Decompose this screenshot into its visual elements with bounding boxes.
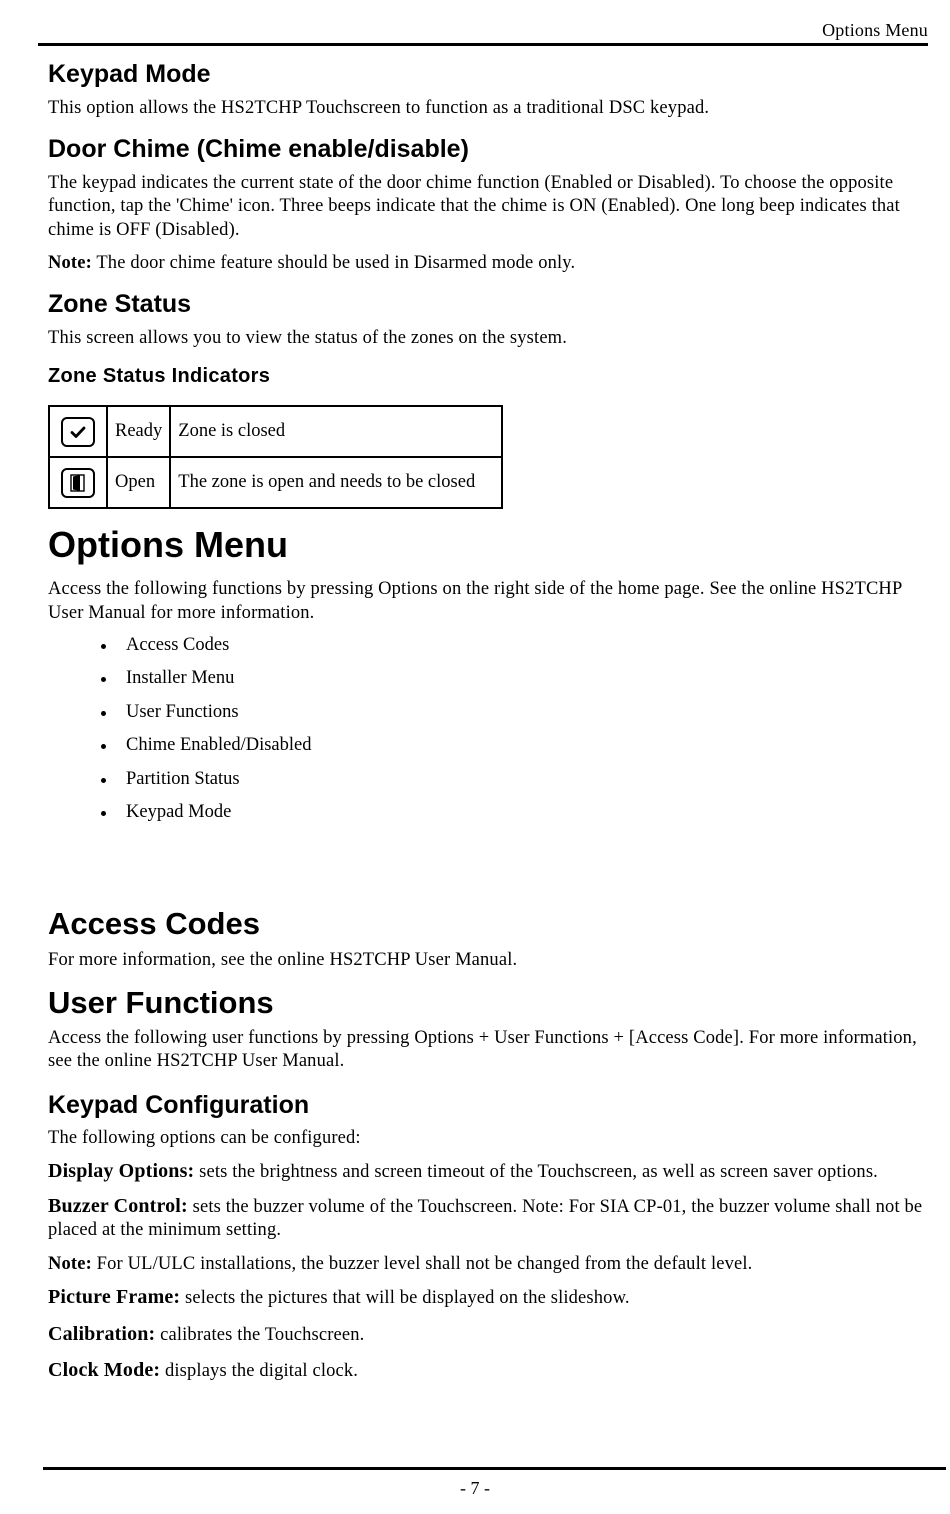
description-cell: Zone is closed (170, 406, 502, 457)
clock-mode-label: Clock Mode: (48, 1359, 161, 1382)
bullet-icon (101, 711, 106, 716)
ul-note-text (48, 1253, 938, 1277)
picture-frame-text (48, 1286, 938, 1311)
zone-status-heading: Zone Status (48, 289, 192, 318)
description-cell: The zone is open and needs to be closed (170, 457, 502, 508)
header-rule (38, 43, 928, 46)
buzzer-control-desc: sets the buzzer volume of the Touchscreen. Note: For SIA CP-01, the buzzer volume shall not be placed at the minimum setting. (48, 1196, 923, 1241)
status-cell: Ready (107, 406, 170, 457)
list-item-label: Partition Status (126, 768, 240, 789)
list-item (48, 801, 938, 834)
footer-rule (43, 1467, 946, 1470)
open-door-icon (61, 468, 95, 498)
page-number: - 7 - (460, 1478, 490, 1498)
display-options-desc: sets the brightness and screen timeout of the Touchscreen, as well as screen saver options. (194, 1162, 878, 1183)
buzzer-control-text (48, 1195, 938, 1243)
bullet-icon (101, 744, 106, 749)
clock-mode-desc: displays the digital clock. (160, 1361, 359, 1382)
picture-frame-label: Picture Frame: (48, 1286, 181, 1309)
list-item-label: Keypad Mode (126, 801, 232, 822)
list-item (48, 768, 938, 801)
buzzer-control-label: Buzzer Control: (48, 1194, 188, 1217)
keypad-mode-text: This option allows the HS2TCHP Touchscreen to function as a traditional DSC keypad. (48, 98, 710, 118)
door-chime-heading: Door Chime (Chime enable/disable) (48, 134, 469, 163)
list-item (48, 701, 938, 734)
ul-note-desc: For UL/ULC installations, the buzzer level shall not be changed from the default level. (91, 1253, 753, 1274)
zone-status-table (48, 405, 503, 509)
display-options-label: Display Options: (48, 1160, 195, 1183)
calibration-desc: calibrates the Touchscreen. (155, 1324, 365, 1345)
access-codes-heading: Access Codes (48, 906, 260, 942)
list-item-label: Access Codes (126, 635, 230, 655)
access-codes-text: For more information, see the online HS2TCHP User Manual. (48, 950, 518, 971)
checkmark-icon (61, 417, 95, 447)
table-row (49, 406, 502, 457)
note-text: The door chime feature should be used in Disarmed mode only. (91, 253, 576, 273)
bullet-icon (101, 677, 106, 682)
display-options-text (48, 1160, 938, 1185)
page-content (48, 58, 938, 1384)
bullet-icon (101, 644, 106, 649)
icon-cell (49, 406, 107, 457)
user-functions-heading: User Functions (48, 984, 274, 1020)
list-item (48, 734, 938, 767)
keypad-configuration-heading: Keypad Configuration (48, 1090, 310, 1119)
zone-status-text: This screen allows you to view the status of the zones on the system. (48, 327, 568, 348)
list-item (48, 634, 938, 667)
options-menu-heading: Options Menu (48, 524, 288, 565)
list-item (48, 667, 938, 700)
calibration-label: Calibration: (48, 1322, 156, 1345)
list-item-label: Chime Enabled/Disabled (126, 735, 312, 756)
clock-mode-text (48, 1359, 938, 1384)
keypad-mode-heading: Keypad Mode (48, 60, 211, 88)
door-chime-text: The keypad indicates the current state of the door chime function (Enabled or Disabled). To choose the opposite function, tap the 'Chime' icon. Three beeps indicate that the chime is ON (Enabled). One long beep indicates that chime is OFF (Disabled). (48, 172, 900, 240)
running-header: Options Menu (822, 20, 928, 40)
calibration-text (48, 1323, 938, 1348)
keypad-configuration-intro: The following options can be configured: (48, 1127, 361, 1148)
options-menu-text: Access the following functions by pressing Options on the right side of the home page. See the online HS2TCHP User Manual for more information. (48, 579, 902, 623)
bullet-icon (101, 811, 106, 816)
list-item-label: User Functions (126, 701, 239, 722)
note-label: Note: (48, 253, 92, 273)
bullet-icon (101, 778, 106, 783)
table-row (49, 457, 502, 508)
ul-note-label: Note: (48, 1253, 92, 1274)
options-list (48, 634, 938, 834)
door-chime-note (48, 252, 938, 276)
zone-status-indicators-heading: Zone Status Indicators (48, 365, 271, 387)
status-cell: Open (107, 457, 170, 508)
icon-cell (49, 457, 107, 508)
user-functions-text: Access the following user functions by pressing Options + User Functions + [Access Code]. For more information, see the online HS2TCHP User Manual. (48, 1027, 917, 1072)
list-item-label: Installer Menu (126, 668, 235, 689)
picture-frame-desc: selects the pictures that will be displayed on the slideshow. (180, 1288, 630, 1309)
